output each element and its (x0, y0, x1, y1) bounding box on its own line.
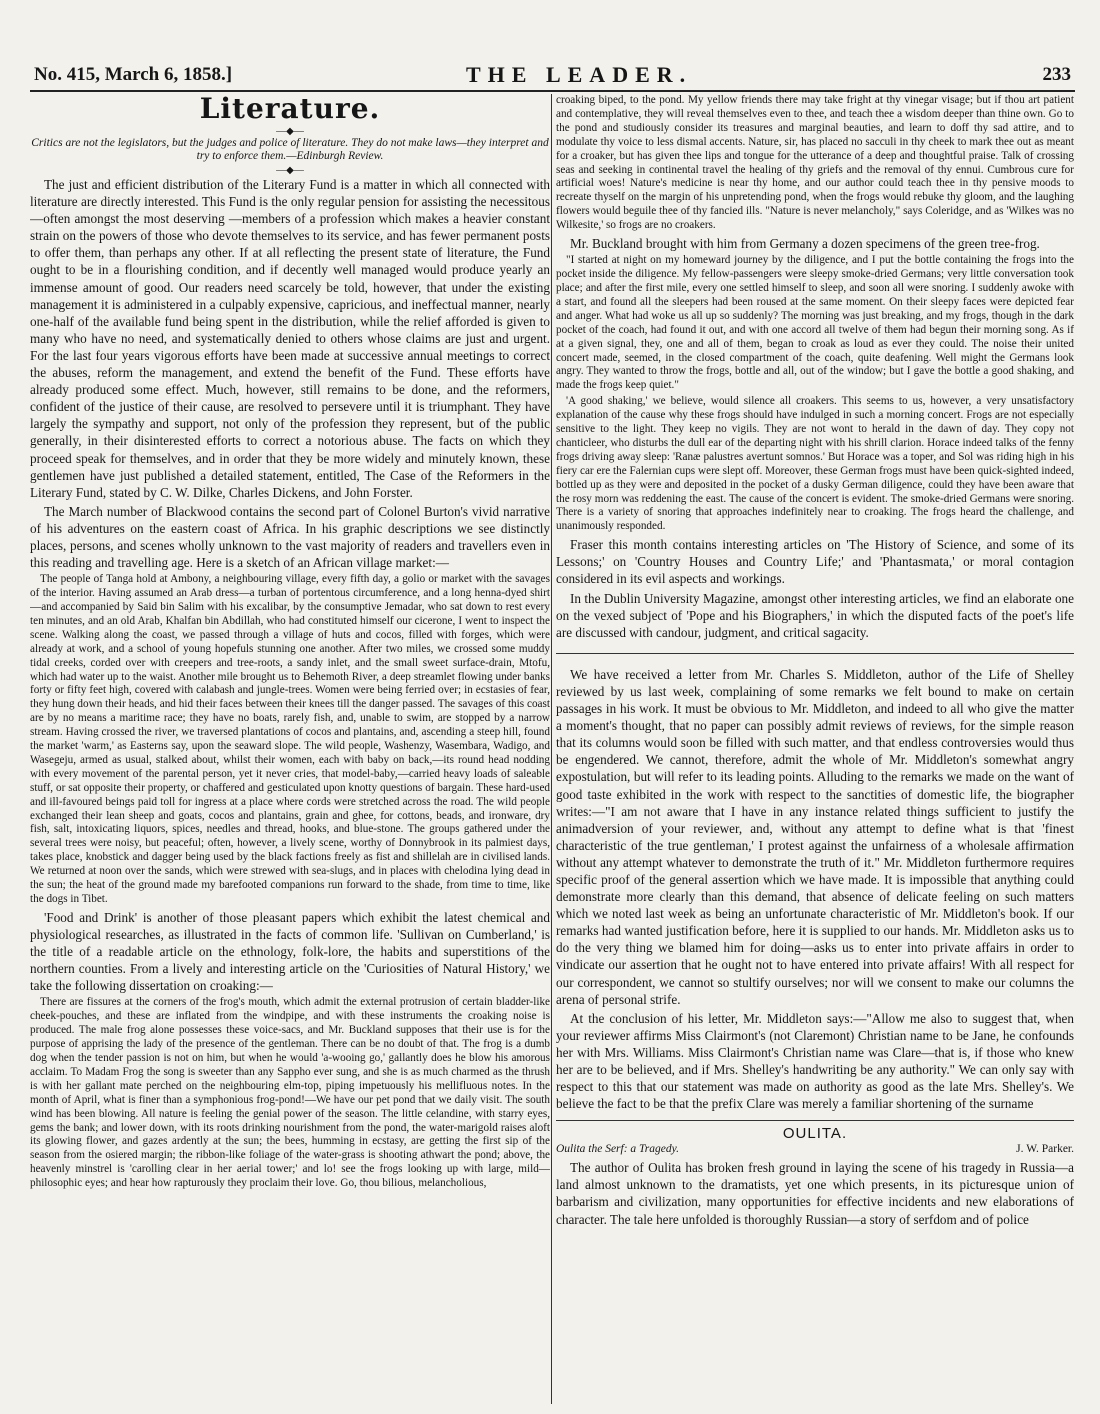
croaking-quote-continued: croaking biped, to the pond. My yellow friends there may take fright at thy vinegar visage; but if thou art patient and contemplative, they will reveal themselves even to thee, and teach thee a wisdom deeper than thine own. Go to the pond and studiously consider its treasures and marginal beauties, and learn to doff thy sad attire, and to modulate thy voice to less dismal accents. Nature, sir, has placed no sacculi in thy cheek to mark thee out as meant for a croaker, but has given thee lips and tongue for the utterance of a deep and thoughtful praise. Talk of crossing seas and seeking in continental travel the healing of thy griefs and the removal of thy ennui. Cumbrous cure for artificial woes! Nature's medicine is near thy home, and our author could teach thee in thy pensive moods to recreate thyself on the margin of his unpretending pond, when the frogs would rebuke thy gloom, and the laughing flowers would beguile thee of thy fancied ills. "Nature is never melancholy," says Coleridge, and as 'Wilkes was no Wilkesite,' so frogs are no croakers. (556, 94, 1074, 232)
oulita-heading: OULITA. (782, 1125, 848, 1143)
middleton-paragraph: We have received a letter from Mr. Charles S. Middleton, author of the Life of Shelley reviewed by us last week, complaining of some remarks we felt bound to make on certain passages in his work. It must be obvious to Mr. Middleton, and indeed to all who give the matter a moment's thought, that no paper can possibly admit reviews of reviews, for the simple reason that its columns would soon be filled with such matter, and that endless controversies would thus be engendered. We cannot, therefore, admit the whole of Mr. Middleton's somewhat angry expostulation, but will refer to its leading points. Alluding to the remarks we made on the want of good taste exhibited in the work with respect to the sanctities of domestic life, the biographer writes:—"I am not aware that I have in any instance related things sufficient to justify the animadversion of your reviewer, and, without any attempt to define what is that 'finest characteristic of the true gentleman,' I protest against the unfairness of a wholesale affirmation without any attempt whatever to demonstrate the truth of it." Mr. Middleton furthermore requires specific proof of the general assertion which we have made. It is impossible that anything could demonstrate more clearly than this demand, that absence of delicate feeling on such matters which we noted last week as being an unfortunate characteristic of Mr. Middleton's book. If our remarks had wanted justification before, here it is supplied to our hands. Mr. Middleton asks us to do the very thing we blamed him for doing—asks us to enter into private affairs in order to vindicate our assertion that he ought not to have entered into private affairs! With all respect for our correspondent, we cannot so stultify ourselves; nor will we consent to make our columns the arena of personal strife. (556, 666, 1074, 1007)
section-title: Literature. (199, 94, 381, 125)
divider (556, 1120, 1074, 1121)
clairmont-paragraph: At the conclusion of his letter, Mr. Middleton says:—"Allow me also to suggest that, when your reviewer affirms Miss Clairmont's (not Claremont) Christian name to be Jane, he confounds her with Mrs. Williams. Miss Clairmont's Christian name was Clare—that is, if those who knew her are to be believed, and if Mrs. Shelley's handwriting be any authority." We can only say with respect to this that our statement was made on authority as good as the late Mrs. Shelley's. We believe the fact to be that the prefix Clare was merely a familiar shortening of the surname (556, 1010, 1074, 1112)
book-publisher: J. W. Parker. (1016, 1143, 1074, 1156)
book-title: Oulita the Serf: a Tragedy. (556, 1143, 679, 1156)
left-column (30, 94, 550, 1406)
croaking-quote: There are fissures at the corners of the frog's mouth, which admit the external protrusion of certain bladder-like cheek-pouches, and these are inflated from the windpipe, and with these instruments the croaking noise is produced. The male frog alone possesses these voice-sacs, and Mr. Buckland supposes that their use is for the purpose of apprising the lady of the presence of the gentleman. There can be no doubt of that. The frog is a dumb dog when the tender passion is not on him, but when he would 'a-wooing go,' gallantly does he blow his amorous acclaim. To Madam Frog the song is sweeter than any Sappho ever sung, and she is as much charmed as the thrush is with her gallant mate perched on the neighbouring elm-top, piping impetuously his mellifluous notes. In the month of April, what is finer than a symphonious frog-pond!—We have our pet pond that we daily visit. The south wind has been blowing. All nature is feeling the genial power of the season. The little celandine, with starry eyes, gems the bank; and lower down, with its roots drinking nourishment from the pond, the water-marigold raises aloft its glowing flower, and gazes ardently at the sun; the bees, humming in ecstasy, are getting the first sip of the season from the osiered margin; the ribbon-like foliage of the water-grass is shooting athwart the pond; above, the heavenly minstrel is 'carolling clear in her aerial tower;' and lo! see the frogs looking up with large, mild—philosophic eyes; and hear how rapturously they proclaim their love. Go, thou bilious, melancholious, (30, 996, 550, 1190)
book-line (556, 1142, 1074, 1156)
literary-fund-paragraph: The just and efficient distribution of the Literary Fund is a matter in which all connected with literature are directly interested. This Fund is the only regular pension for assisting the necessitous—often amongst the most deserving —members of a profession which makes a heavier constant strain on the powers of those who devote themselves to its service, and has fewer permanent posts to offer them, than perhaps any other. If at all reflecting the present state of literature, the Fund ought to be in a flourishing condition, and if decently well managed would produce yearly an immense amount of good. Our readers need scarcely be told, however, that under the existing management it is administered in a culpably expensive, capricious, and ineffectual manner, nearly one-half of the available fund being spent in the distribution, while the relief afforded is given to many who have no need, and systematically denied to others whose claims are just and urgent. For the last four years vigorous efforts have been made at successive annual meetings to correct the abuses, reform the management, and extend the benefit of the Fund. These efforts have already produced some effect. Much, however, still remains to be done, and the reformers, confident of the justice of their cause, are resolved to persevere until it is triumphant. They have largely the sympathy and support, not only of the profession they represent, but of the public generally, in their disinterested efforts to correct a notorious abuse. The facts on which they proceed speak for themselves, and in order that they be more widely and minutely known, these gentlemen have just published a detailed statement, entitled, The Case of the Reformers in the Literary Fund, stated by C. W. Dilke, Charles Dickens, and John Forster. (30, 177, 550, 500)
shaking-quote: 'A good shaking,' we believe, would silence all croakers. This seems to us, however, a very unsatisfactory explanation of the cause why these frogs should have indulged in such a morning concert. Frogs are not especially sensitive to the light. They keep no vigils. They are not wont to herald in the dawn of day. They copy not chanticleer, who disturbs the dull ear of the departing night with his shrill clarion. Horace indeed talks of the fenny frogs driving away sleep: 'Ranæ palustres avertunt somnos.' But Horace was a toper, and Sol was riding high in his fiery car ere the Falernian cups were slept off. Moreover, these German frogs must have been quick-sighted indeed, bottled up as they were and deposited in the pocket of a dusky German diligence, could they have been aware that the rosy morn was reddening the east. The cause of the concert is evident. The smoke-dried Germans were snoring. There is a variety of snoring that approaches indefinitely near to croaking. The frogs heard the challenge, and unanimously responded. (556, 395, 1074, 533)
motto: Critics are not the legislators, but the judges and police of literature. They do not make laws—they interpret and try to enforce them.—Edinburgh Review. (31, 137, 549, 162)
food-drink-paragraph: 'Food and Drink' is another of those pleasant papers which exhibit the latest chemical and physiological researches, as illustrated in the facts of common life. 'Sullivan on Cumberland,' is the title of a readable article on the ethnology, folk-lore, the habits and superstitions of the northern counties. From a lively and interesting article on the 'Curiosities of Natural History,' we take the following dissertation on croaking:— (30, 909, 550, 994)
tree-frog-paragraph: Mr. Buckland brought with him from Germany a dozen specimens of the green tree-frog. (570, 236, 1040, 252)
column-rule (551, 94, 552, 1404)
ornament: —◆— (276, 126, 304, 137)
fraser-paragraph: Fraser this month contains interesting articles on 'The History of Science, and some of its Lessons;' on 'Country Houses and Country Life;' and 'Phantasmata,' or moral contagion considered in its evil aspects and workings. (556, 537, 1074, 587)
issue-line: No. 415, March 6, 1858.] (34, 64, 233, 85)
right-column (556, 94, 1074, 1406)
diligence-quote: "I started at night on my homeward journey by the diligence, and I put the bottle containing the frogs into the pocket inside the diligence. My fellow-passengers were sleepy smoke-dried Germans; very little conversation took place; and after the first mile, every one settled himself to sleep, and soon all were snoring. I suddenly awoke with a start, and found all the sleepers had been roused at the same moment. On their sleepy faces were depicted fear and anger. What had woke us all up so suddenly? The morning was just breaking, and my frogs, though in the dark pocket of the coach, had found it out, and with one accord all twelve of them had begun their morning song. As if at a given signal, they, one and all of them, began to croak as loud as ever they could. The noise their united concert made, seemed, in the closed compartment of the coach, quite deafening. Well might the Germans look angry. They wanted to throw the frogs, bottle and all, out of the window; but I gave the bottle a good shaking, and made the frogs keep quiet." (556, 254, 1074, 392)
market-quote: The people of Tanga hold at Ambony, a neighbouring village, every fifth day, a golio or market with the savages of the interior. Having assumed an Arab dress—a turban of portentous circumference, and a long henna-dyed shirt—and accompanied by Said bin Salim with his excalibar, by the consumptive Jemadar, who sat down to rest every ten minutes, and an old Arab, Khalfan bin Abdillah, who had constituted himself our cicerone, I went to inspect the scene. Walking along the coast, we passed through a village of huts and cocos, filled with forges, which were already at work, and a school of young hopefuls stunning one another. After two miles, we crossed some muddy tidal creeks, corded over with creepers and tree-roots, a sandy inlet, and the small sweet surface-drain, Mtofu, which had water up to the waist. Another mile brought us to Behemoth River, a deep streamlet flowing under banks forty or fifty feet high, covered with calabash and jungle-trees. Women were being ferried over; in ecstasies of fear, they hung down their heads, and hid their faces between their knees till the danger passed. The savages of this coast are by no means a maritime race; they have no boats, rarely fish, and, unable to swim, are stopped by a narrow stream. Having crossed the river, we traversed plantations of cocos and plantains, and, ascending a steep hill, found the market 'warm,' as Easterns say, upon the seaward slope. The wild people, Washenzy, Wasembara, Wadigo, and Wasegeju, armed as usual, stalked about, whilst their women, each with baby on back,—its round head nodding with every movement of the parental person, yet it never cries, that model-baby,—carried heavy loads of saleable stuff, or sat opposite their property, or chaffered and gesticulated upon knotty questions of bargain. These hard-used and ill-favoured beings paid toll for ingress at a place where cords were stretched across the road. The wild people exchanged their lean sheep and goats, cocos and plantains, grain and ghee, for cottons, beads, and ironware, dry fish, salt, intoxicating liquors, spices, needles and thread, hooks, and blue-stone. The groups gathered under the several trees were noisy, but peaceful; often, however, a lively scene, worthy of Donnybrook in its palmiest days, takes place, knobstick and dagger being used by the black factions freely as fist and shillelah are in civilised lands. We returned at noon over the sands, which were strewed with sea-slugs, and in places with chelodina lying dead in the sun; the heat of the ground made my barefooted companions run forward to the shade, from time to time, like the dogs in Tibet. (30, 573, 550, 905)
oulita-paragraph: The author of Oulita has broken fresh ground in laying the scene of his tragedy in Russia—a land almost unknown to the dramatists, yet one which presents, in its picturesque union of barbarism and civilization, many opportunities for effective incidents and new elaborations of character. The tale here unfolded is thoroughly Russian—a story of serfdom and of police (556, 1160, 1074, 1227)
page-header (30, 58, 1075, 92)
dublin-paragraph: In the Dublin University Magazine, amongst other interesting articles, we find an elaborate one on the vexed subject of 'Pope and his Biographers,' in which the disputed facts of the poet's life are discussed with candour, judgment, and critical sagacity. (556, 590, 1074, 640)
page-number: 233 (1042, 64, 1071, 85)
divider (556, 653, 1074, 654)
ornament: —◆— (276, 165, 304, 176)
blackwood-paragraph: The March number of Blackwood contains the second part of Colonel Burton's vivid narrative of his adventures on the eastern coast of Africa. In his graphic descriptions we see distinctly places, persons, and scenes wholly unknown to the vast majority of readers and travellers even in this reading and travelling age. Here is a sketch of an African village market:— (30, 503, 550, 571)
masthead: THE LEADER. (466, 62, 693, 87)
